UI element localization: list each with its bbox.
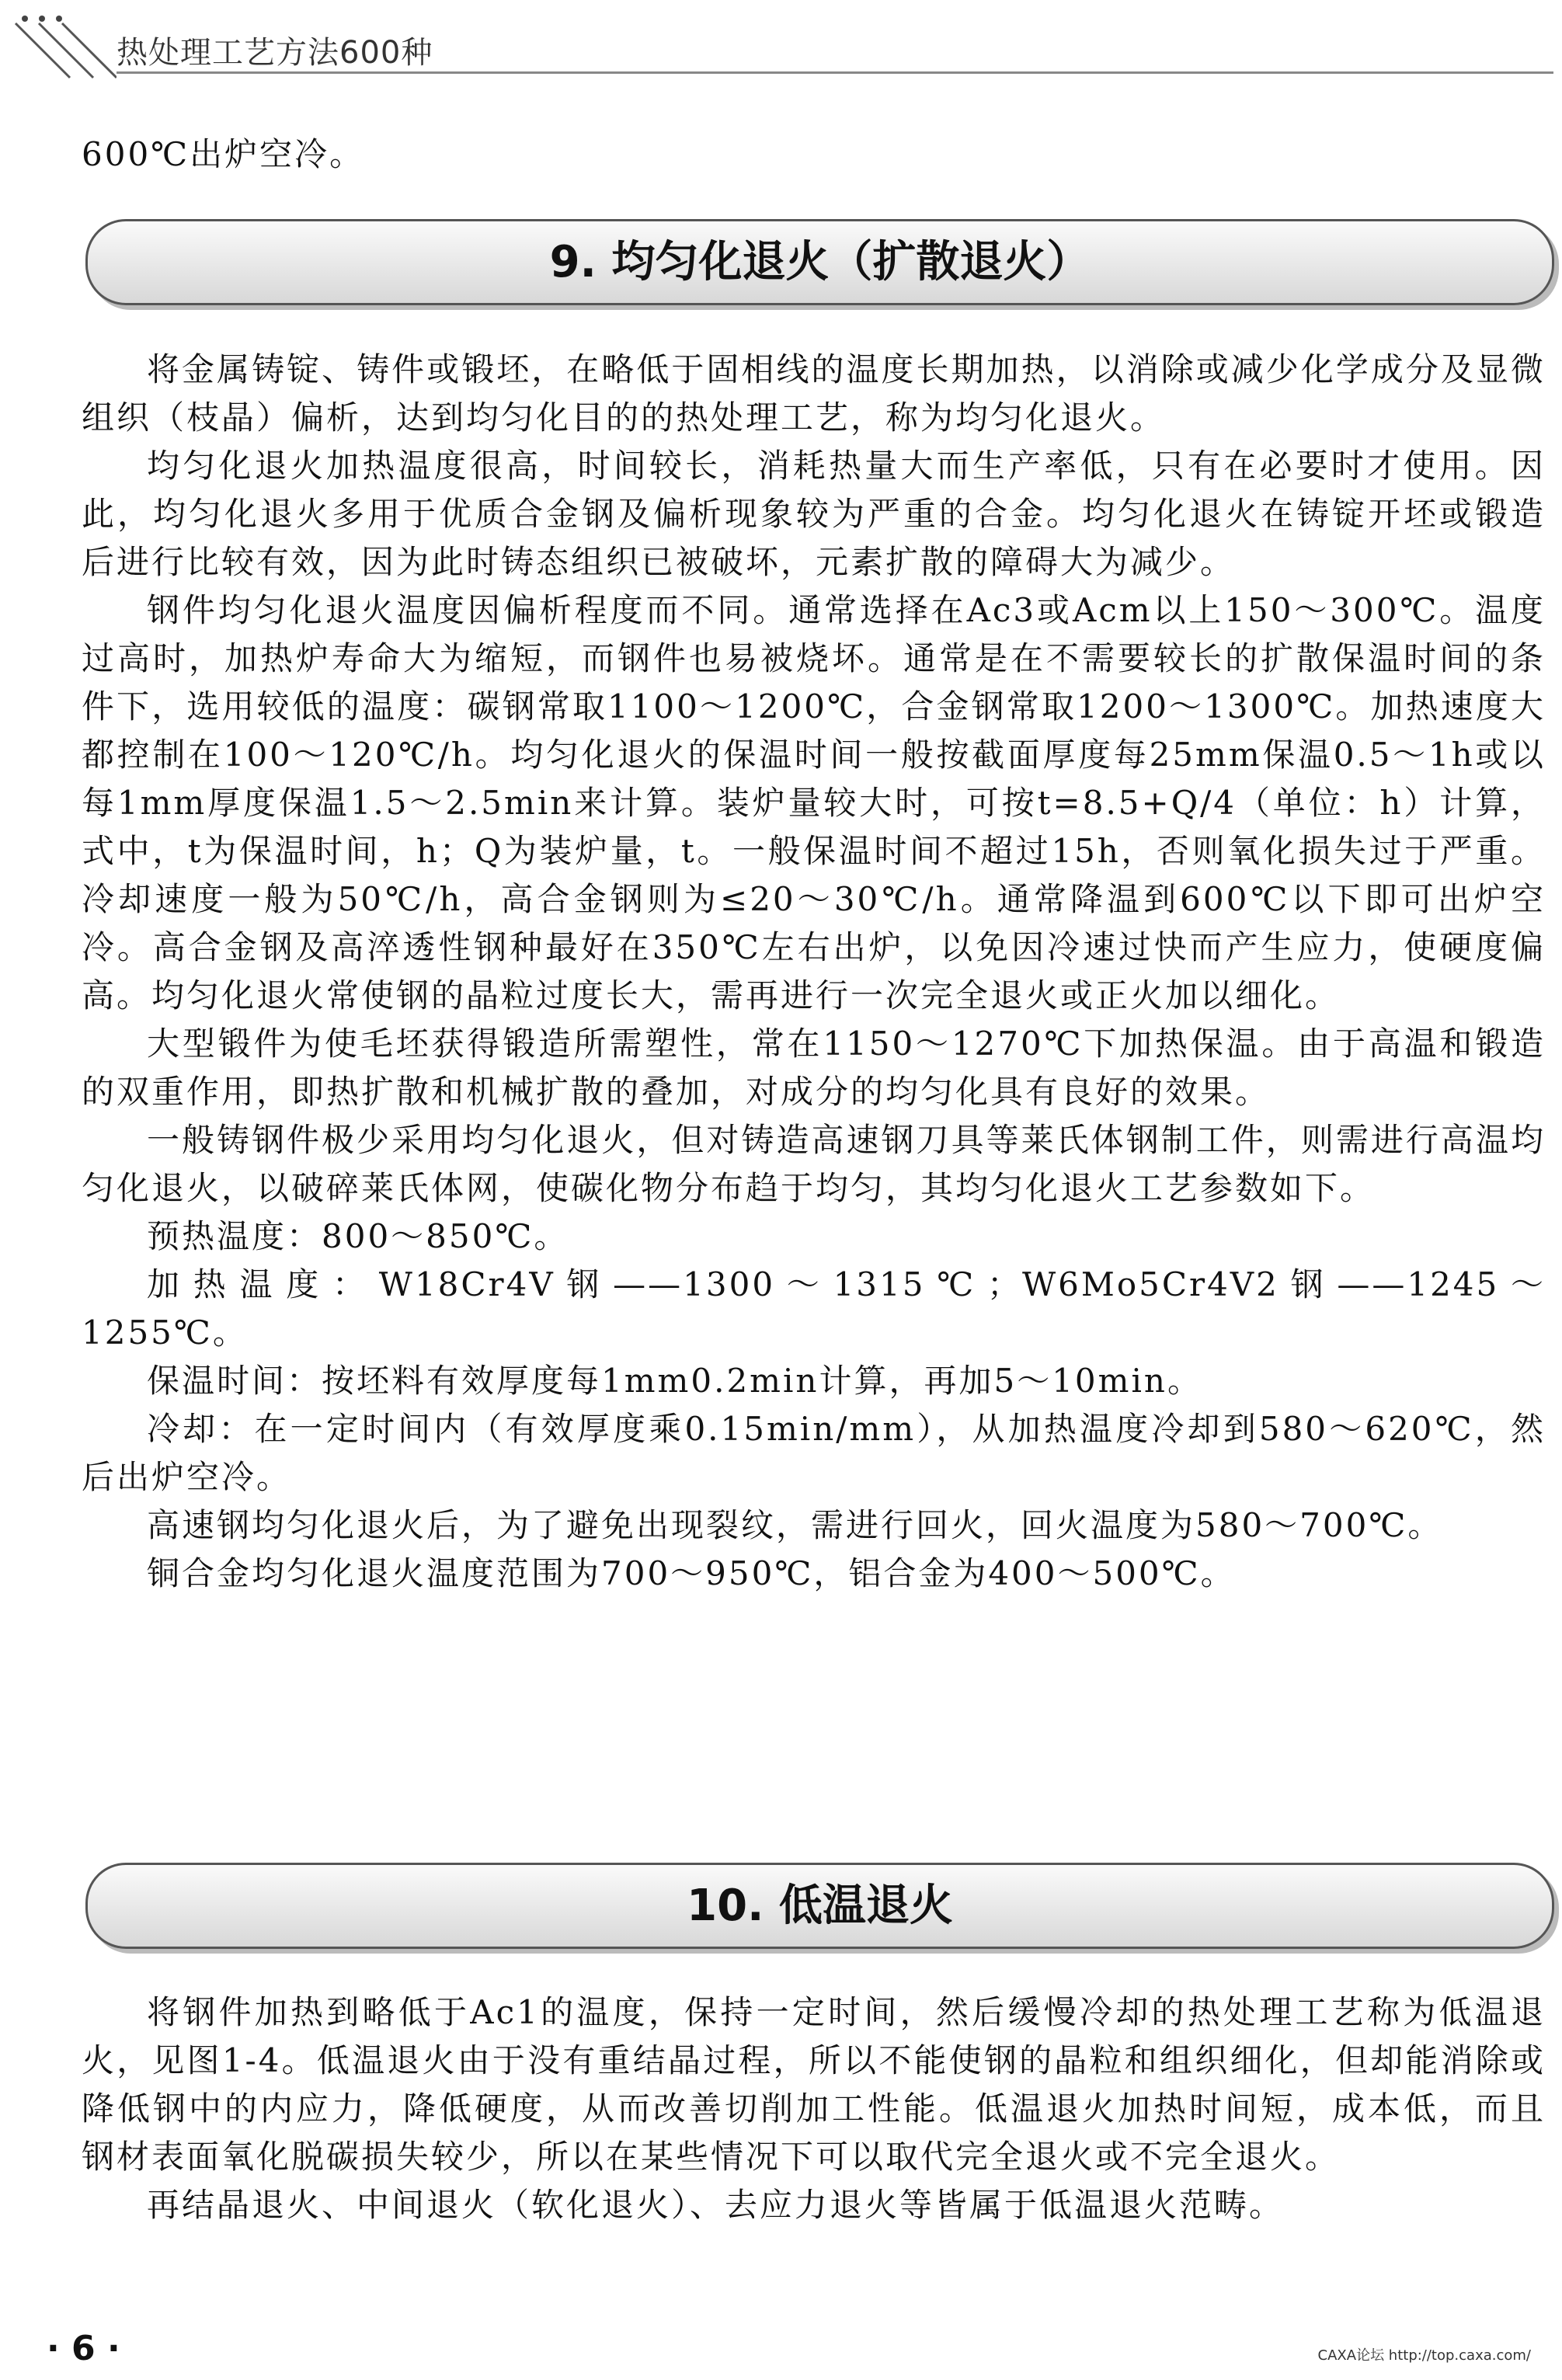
header-rule <box>117 71 1553 74</box>
intro-line <box>82 130 1546 179</box>
paragraph: 将钢件加热到略低于Ac1的温度，保持一定时间，然后缓慢冷却的热处理工艺称为低温退火，见图1-4。低温退火由于没有重结晶过程，所以不能使钢的晶粒和组织细化，但却能消除或降低钢中的内应力，降低硬度，从而改善切削加工性能。低温退火加热时间短，成本低，而且钢材表面氧化脱碳损失较少，所以在某些情况下可以取代完全退火或不完全退火。 <box>82 1993 1546 2176</box>
paragraph: 保温时间：按坯料有效厚度每1mm0.2min计算，再加5～10min。 <box>147 1362 1202 1400</box>
paragraph: 一般铸钢件极少采用均匀化退火，但对铸造高速钢刀具等莱氏体钢制工件，则需进行高温均匀化退火，以破碎莱氏体网，使碳化物分布趋于均匀，其均匀化退火工艺参数如下。 <box>82 1121 1546 1207</box>
paragraph: 冷却：在一定时间内（有效厚度乘0.15min/mm），从加热温度冷却到580～620℃，然后出炉空冷。 <box>82 1410 1546 1496</box>
page-header <box>0 0 1562 93</box>
paragraph: 均匀化退火加热温度很高，时间较长，消耗热量大而生产率低，只有在必要时才使用。因此，均匀化退火多用于优质合金钢及偏析现象较为严重的合金。均匀化退火在铸锭开坯或锻造后进行比较有效，因为此时铸态组织已被破坏，元素扩散的障碍大为减少。 <box>82 447 1546 581</box>
section-9-body <box>82 346 1546 1598</box>
paragraph: 600℃出炉空冷。 <box>82 135 365 173</box>
paragraph: 高速钢均匀化退火后，为了避免出现裂纹，需进行回火，回火温度为580～700℃。 <box>147 1506 1443 1544</box>
paragraph: 再结晶退火、中间退火（软化退火）、去应力退火等皆属于低温退火范畴。 <box>147 2186 1285 2224</box>
section-10-body <box>82 1989 1546 2229</box>
paragraph: 预热温度：800～850℃。 <box>147 1217 569 1255</box>
paragraph: 铜合金均匀化退火温度范围为700～950℃，铝合金为400～500℃。 <box>147 1554 1236 1592</box>
paragraph: 将金属铸锭、铸件或锻坯，在略低于固相线的温度长期加热，以消除或减少化学成分及显微组织（枝晶）偏析，达到均匀化目的的热处理工艺，称为均匀化退火。 <box>82 350 1546 437</box>
paragraph: 大型锻件为使毛坯获得锻造所需塑性，常在1150～1270℃下加热保温。由于高温和锻造的双重作用，即热扩散和机械扩散的叠加，对成分的均匀化具有良好的效果。 <box>82 1025 1546 1111</box>
header-decoration-icon <box>8 8 117 85</box>
section-10-banner <box>85 1863 1554 1949</box>
header-title: 热处理工艺方法600种 <box>117 35 433 71</box>
section-9-title: 9. 均匀化退火（扩散退火） <box>549 237 1091 287</box>
watermark: CAXA论坛 http://top.caxa.com/ <box>1317 2347 1531 2364</box>
paragraph: 钢件均匀化退火温度因偏析程度而不同。通常选择在Ac3或Acm以上150～300℃。温度过高时，加热炉寿命大为缩短，而钢件也易被烧坏。通常是在不需要较长的扩散保温时间的条件下，选用较低的温度：碳钢常取1100～1200℃，合金钢常取1200～1300℃。加热速度大都控制在100～120℃/h。均匀化退火的保温时间一般按截面厚度每25mm保温0.5～1h或以每1mm厚度保温1.5～2.5min来计算。装炉量较大时，可按t=8.5+Q/4（单位：h）计算，式中，t为保温时间，h；Q为装炉量，t。一般保温时间不超过15h，否则氧化损失过于严重。冷却速度一般为50℃/h，高合金钢则为≤20～30℃/h。通常降温到600℃以下即可出炉空冷。高合金钢及高淬透性钢种最好在350℃左右出炉，以免因冷速过快而产生应力，使硬度偏高。均匀化退火常使钢的晶粒过度长大，需再进行一次完全退火或正火加以细化。 <box>82 591 1546 1014</box>
section-10-title: 10. 低温退火 <box>687 1881 953 1931</box>
section-9-banner <box>85 219 1554 305</box>
page-number: · 6 · <box>47 2329 120 2368</box>
paragraph: 加热温度：W18Cr4V钢——1300～1315℃；W6Mo5Cr4V2钢——1245～1255℃。 <box>82 1265 1546 1352</box>
